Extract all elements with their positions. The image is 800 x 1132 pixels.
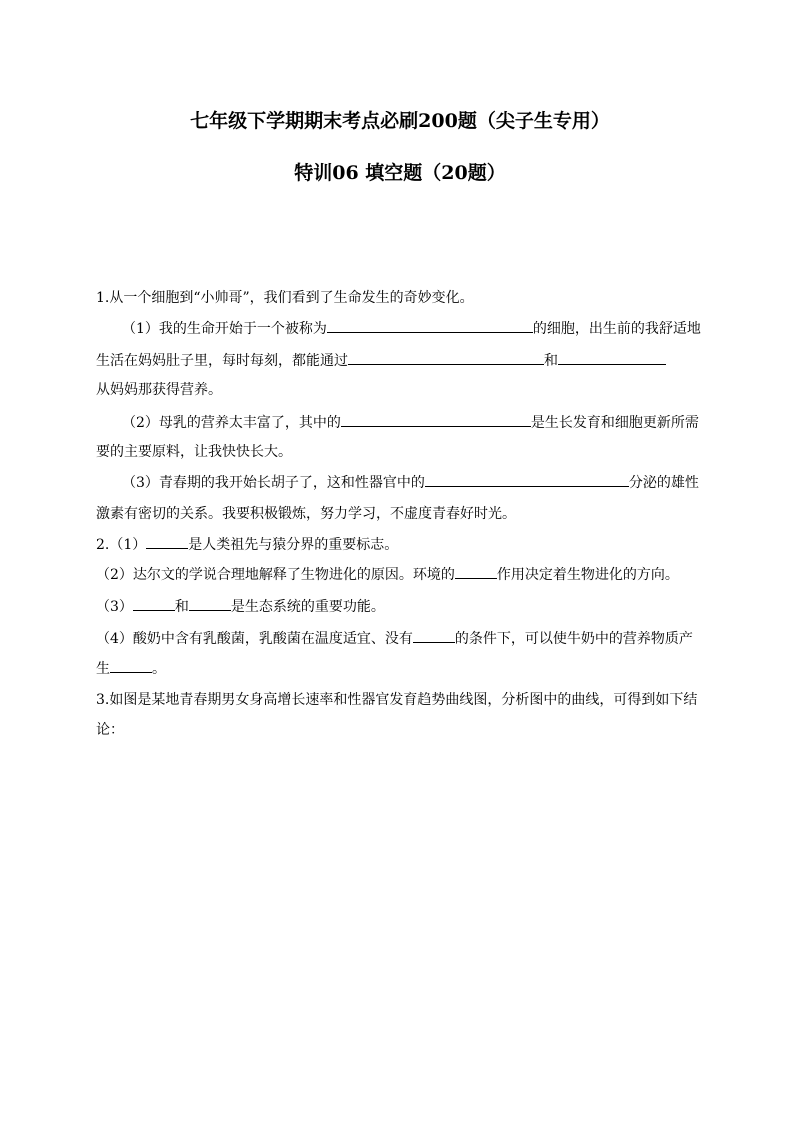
q1-part2-text-b: 是生长发育和细胞更新所需	[530, 415, 699, 431]
q2-line2-text-a: （2）达尔文的学说合理地解释了生物进化的原因。环境的	[96, 567, 455, 583]
q2-line4	[96, 628, 693, 649]
q1-blank-cell[interactable]	[327, 318, 533, 333]
q1-blank-organ-b[interactable]	[558, 350, 666, 365]
q2-blank-5[interactable]	[110, 658, 152, 673]
q1-part1-text-d: 和	[544, 353, 558, 369]
q1-part1-text-e: 从妈妈那获得营养。	[96, 382, 222, 398]
q2-line2	[96, 564, 679, 585]
q2-line5-text-a: 生	[96, 661, 110, 677]
q1-part1-line1	[122, 318, 701, 339]
q2-line4-text-a: （4）酸奶中含有乳酸菌，乳酸菌在温度适宜、没有	[96, 631, 413, 647]
q1-part2-text-c: 要的主要原料，让我快快长大。	[96, 444, 292, 460]
q1-part1-text-a: （1）我的生命开始于一个被称为	[122, 321, 327, 337]
q2-line3-text-b: 和	[174, 599, 189, 615]
q1-part1-text-b: 的细胞，出生前的我舒适地	[532, 321, 701, 337]
q1-part3-text-b: 分泌的雄性	[628, 475, 699, 491]
q2-line1-text-b: 是人类祖先与猿分界的重要标志。	[188, 537, 399, 553]
q1-part3-text-a: （3）青春期的我开始长胡子了，这和性器官中的	[122, 475, 425, 491]
document-subtitle: 特训06 填空题（20题）	[294, 162, 506, 184]
q2-line4-text-b: 的条件下，可以使牛奶中的营养物质产	[454, 631, 693, 647]
q2-line3-text-a: （3）	[96, 599, 133, 615]
q2-line1	[96, 534, 398, 555]
q3-line1: 3.如图是某地青春期男女身高增长速率和性器官发育趋势曲线图，分析图中的曲线，可得到如下结	[96, 692, 698, 708]
q2-line2-text-b: 作用决定着生物进化的方向。	[496, 567, 679, 583]
q1-blank-organ-a[interactable]	[348, 350, 544, 365]
q2-blank-3b[interactable]	[189, 596, 231, 611]
q2-line1-text-a: 2.（1）	[96, 537, 147, 553]
q3-line2: 论：	[96, 722, 124, 738]
q2-line5-text-b: 。	[152, 661, 166, 677]
q1-stem: 1.从一个细胞到“小帅哥”，我们看到了生命发生的奇妙变化。	[96, 290, 474, 306]
q1-part3-line1	[122, 472, 699, 493]
q2-line3	[96, 596, 385, 617]
document-title: 七年级下学期期末考点必刷200题（尖子生专用）	[190, 110, 610, 132]
q2-blank-2[interactable]	[455, 564, 497, 579]
q1-part3-text-c: 激素有密切的关系。我要积极锻炼，努力学习，不虚度青春好时光。	[96, 506, 516, 522]
q2-blank-4[interactable]	[413, 628, 455, 643]
q1-part1-line2	[96, 350, 666, 371]
q2-line5	[96, 658, 166, 679]
q1-blank-nutrient[interactable]	[341, 412, 531, 427]
q1-part2-text-a: （2）母乳的营养太丰富了，其中的	[122, 415, 341, 431]
q1-part2-line1	[122, 412, 699, 433]
q2-line3-text-c: 是生态系统的重要功能。	[230, 599, 385, 615]
q1-part1-text-c: 生活在妈妈肚子里，每时每刻，都能通过	[96, 353, 348, 369]
q2-blank-1[interactable]	[146, 534, 188, 549]
q2-blank-3a[interactable]	[133, 596, 175, 611]
q1-blank-sex-organ[interactable]	[425, 472, 629, 487]
